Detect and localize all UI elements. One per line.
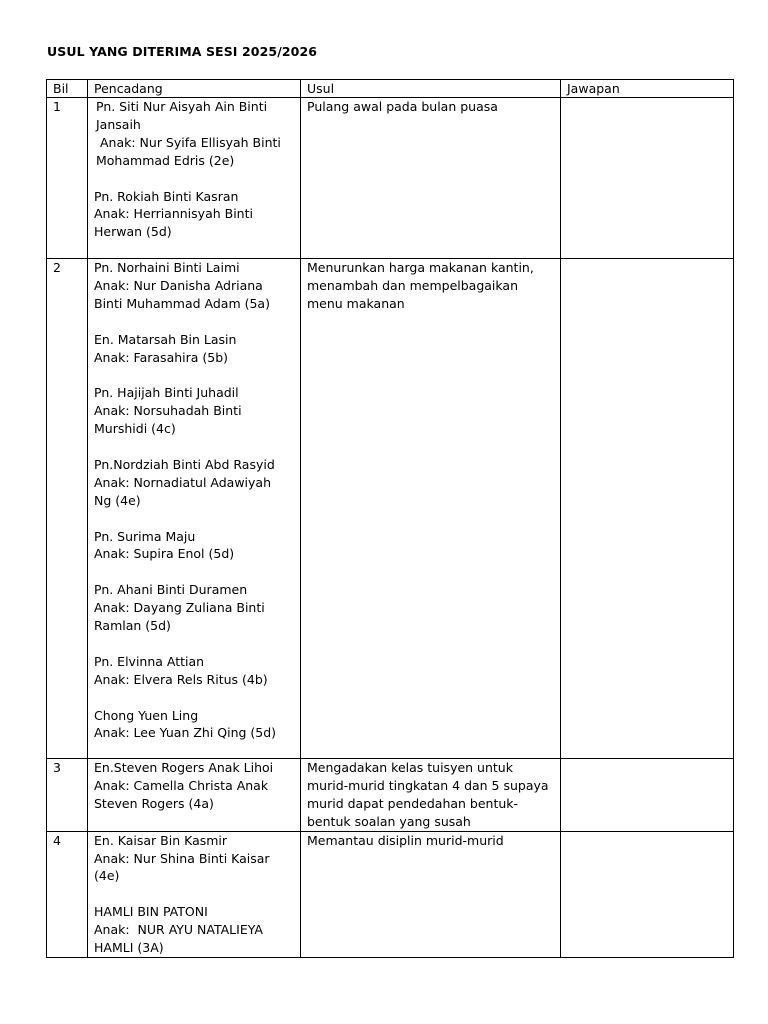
usul-text: Menurunkan harga makanan kantin, menambah dan mempelbagaikan menu makanan xyxy=(307,260,534,311)
header-bil: Bil xyxy=(47,80,88,98)
nominee-entry: Pn. Ahani Binti Duramen Anak: Dayang Zuliana Binti Ramlan (5d) xyxy=(94,582,265,634)
table-row xyxy=(47,759,734,832)
pencadang-cell xyxy=(88,831,301,957)
header-pencadang: Pencadang xyxy=(88,80,301,98)
nominee-entry: Pn. Rokiah Binti Kasran Anak: Herriannisyah Binti Herwan (5d) xyxy=(94,188,253,240)
nominee-entry: Pn. Norhaini Binti Laimi Anak: Nur Danisha Adriana Binti Muhammad Adam (5a) xyxy=(94,260,270,311)
nominee-entry: Pn. Elvinna Attian Anak: Elvera Rels Ritus (4b) xyxy=(94,653,268,687)
table-header-row xyxy=(47,80,734,98)
bil-cell: 1 xyxy=(47,98,88,259)
jawapan-cell xyxy=(561,759,734,832)
table-row xyxy=(47,98,734,259)
usul-text: Mengadakan kelas tuisyen untuk murid-murid tingkatan 4 dan 5 supaya murid dapat pendedahan bentuk- bentuk soalan yang susah xyxy=(307,760,549,829)
header-jawapan: Jawapan xyxy=(561,80,734,98)
nominee-entry: Pn.Nordziah Binti Abd Rasyid Anak: Nornadiatul Adawiyah Ng (4e) xyxy=(94,456,275,508)
jawapan-cell xyxy=(561,98,734,259)
bil-cell: 2 xyxy=(47,259,88,759)
document-title: USUL YANG DITERIMA SESI 2025/2026 xyxy=(47,44,318,59)
pencadang-cell xyxy=(88,759,301,832)
pencadang-cell xyxy=(88,259,301,759)
table-row xyxy=(47,259,734,759)
nominee-entry: Pn. Surima Maju Anak: Supira Enol (5d) xyxy=(94,528,235,562)
usul-cell xyxy=(301,98,561,259)
nominee-entry: En. Kaisar Bin Kasmir Anak: Nur Shina Binti Kaisar (4e) xyxy=(94,832,270,884)
usul-text: Memantau disiplin murid-murid xyxy=(307,832,504,848)
nominee-entry: En. Matarsah Bin Lasin Anak: Farasahira (5b) xyxy=(94,331,237,365)
proposals-table xyxy=(46,79,734,958)
usul-cell xyxy=(301,759,561,832)
usul-text: Pulang awal pada bulan puasa xyxy=(307,99,498,114)
nominee-entry: Chong Yuen Ling Anak: Lee Yuan Zhi Qing (5d) xyxy=(94,707,277,741)
jawapan-cell xyxy=(561,259,734,759)
header-usul: Usul xyxy=(301,80,561,98)
bil-cell: 3 xyxy=(47,759,88,832)
jawapan-cell xyxy=(561,831,734,957)
pencadang-cell xyxy=(88,98,301,259)
nominee-entry: Pn. Hajijah Binti Juhadil Anak: Norsuhadah Binti Murshidi (4c) xyxy=(94,385,242,437)
nominee-entry: HAMLI BIN PATONI Anak: NUR AYU NATALIEYA HAMLI (3A) xyxy=(94,904,263,956)
nominee-entry: En.Steven Rogers Anak Lihoi Anak: Camella Christa Anak Steven Rogers (4a) xyxy=(94,760,274,811)
nominee-entry: Pn. Siti Nur Aisyah Ain Binti Jansaih Anak: Nur Syifa Ellisyah Binti Mohammad Edris (2e) xyxy=(96,99,281,168)
usul-cell xyxy=(301,831,561,957)
table-row xyxy=(47,831,734,957)
bil-cell: 4 xyxy=(47,831,88,957)
usul-cell xyxy=(301,259,561,759)
